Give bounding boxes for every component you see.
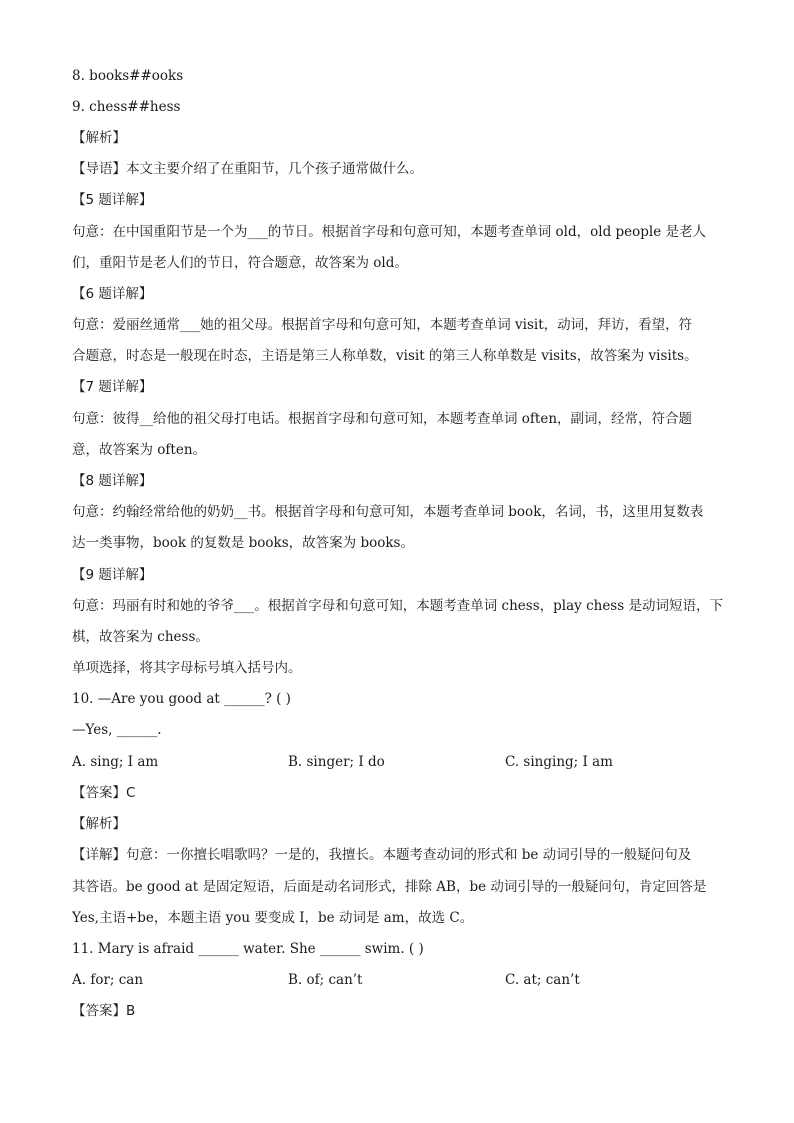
- q9-detail-line-1: 句意：玛丽有时和她的爷爷___。根据首字母和句意可知，本题考查单词 chess，play chess 是动词短语，下: [72, 598, 723, 614]
- guide-text: 【导语】本文主要介绍了在重阳节，几个孩子通常做什么。: [72, 161, 423, 177]
- section-instruction: 单项选择，将其字母标号填入括号内。: [72, 660, 302, 676]
- q10-detail-line-2: 其答语。be good at 是固定短语，后面是动名词形式，排除 AB，be 动词引导的一般疑问句，肯定回答是: [72, 879, 707, 895]
- q10-option-c: C. singing; I am: [505, 754, 613, 770]
- q6-detail-line-1: 句意：爱丽丝通常___她的祖父母。根据首字母和句意可知，本题考查单词 visit，动词，拜访，看望，符: [72, 317, 693, 333]
- q6-detail-heading: 【6 题详解】: [72, 286, 153, 302]
- q11-option-b: B. of; can’t: [288, 972, 363, 988]
- q10-option-a: A. sing; I am: [72, 754, 159, 770]
- question-10-reply: —Yes, ______.: [72, 722, 162, 738]
- q10-detail-line-3: Yes,主语+be，本题主语 you 要变成 I，be 动词是 am，故选 C。: [72, 910, 474, 926]
- q11-option-c: C. at; can’t: [505, 972, 580, 988]
- q5-detail-line-2: 们，重阳节是老人们的节日，符合题意，故答案为 old。: [72, 255, 408, 271]
- q7-detail-line-1: 句意：彼得__给他的祖父母打电话。根据首字母和句意可知，本题考查单词 often，副词，经常，符合题: [72, 411, 693, 427]
- q8-detail-heading: 【8 题详解】: [72, 473, 153, 489]
- q11-option-a: A. for; can: [72, 972, 144, 988]
- q6-detail-line-2: 合题意，时态是一般现在时态，主语是第三人称单数，visit 的第三人称单数是 visits，故答案为 visits。: [72, 348, 698, 364]
- question-11: 11. Mary is afraid ______ water. She ______ swim. ( ): [72, 941, 424, 957]
- answer-line-9: 9. chess##hess: [72, 99, 181, 115]
- q11-answer: 【答案】B: [72, 1003, 136, 1019]
- q10-option-b: B. singer; I do: [288, 754, 385, 770]
- question-10: 10. —Are you good at ______? ( ): [72, 691, 291, 707]
- analysis-heading: 【解析】: [72, 130, 126, 146]
- q9-detail-line-2: 棋，故答案为 chess。: [72, 629, 209, 645]
- q10-analysis-heading: 【解析】: [72, 816, 126, 832]
- q7-detail-heading: 【7 题详解】: [72, 379, 153, 395]
- q7-detail-line-2: 意，故答案为 often。: [72, 442, 207, 458]
- q5-detail-line-1: 句意：在中国重阳节是一个为___的节日。根据首字母和句意可知，本题考查单词 old，old people 是老人: [72, 224, 707, 240]
- q10-detail-line-1: 【详解】句意：一你擅长唱歌吗？一是的，我擅长。本题考查动词的形式和 be 动词引导的一般疑问句及: [72, 847, 692, 863]
- q5-detail-heading: 【5 题详解】: [72, 192, 153, 208]
- q9-detail-heading: 【9 题详解】: [72, 567, 153, 583]
- q8-detail-line-1: 句意：约翰经常给他的奶奶__书。根据首字母和句意可知，本题考查单词 book，名词，书，这里用复数表: [72, 504, 704, 520]
- answer-line-8: 8. books##ooks: [72, 68, 184, 84]
- q10-answer: 【答案】C: [72, 785, 136, 801]
- q8-detail-line-2: 达一类事物，book 的复数是 books，故答案为 books。: [72, 535, 414, 551]
